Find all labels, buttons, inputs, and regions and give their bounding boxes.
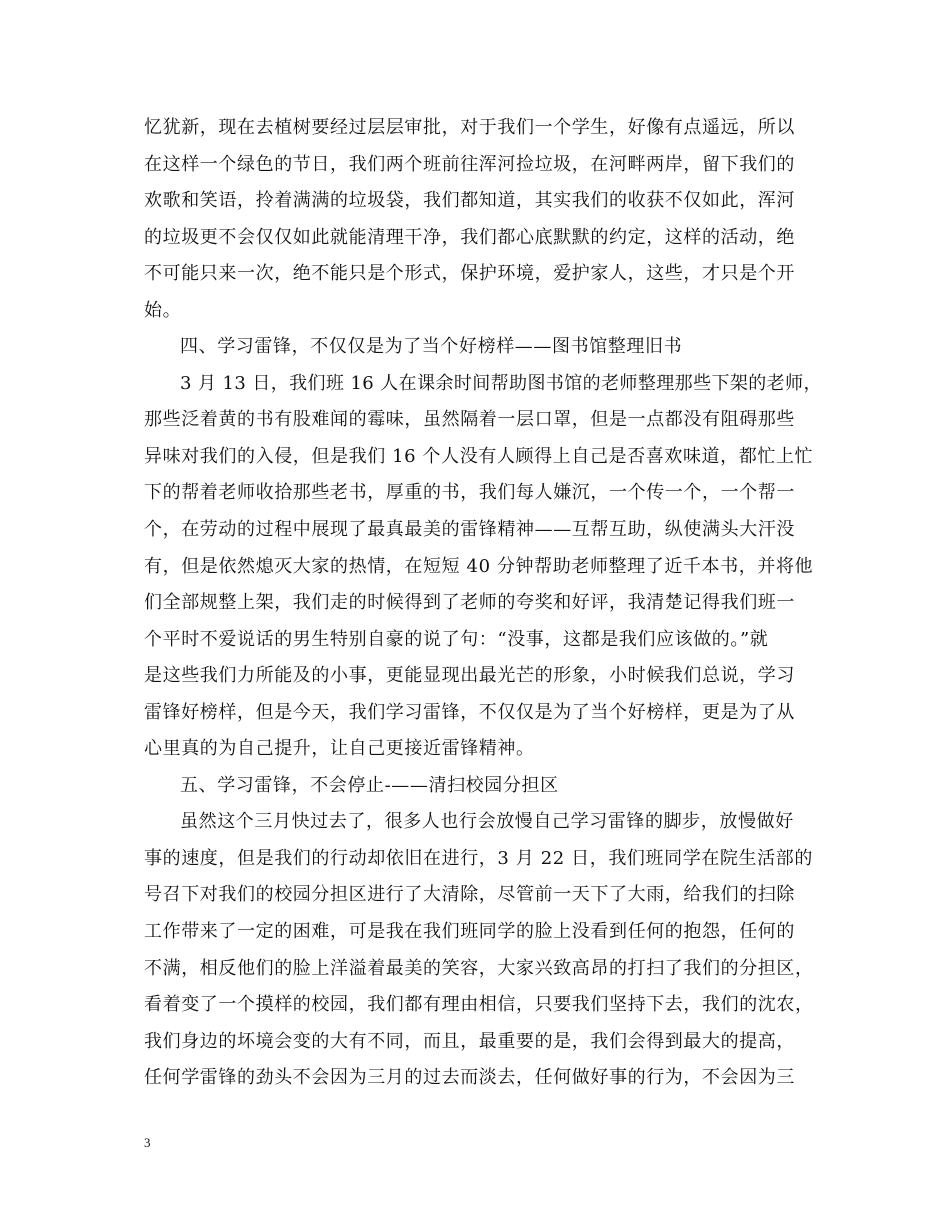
- text-line: 个平时不爱说话的男生特别自豪的说了句：“没事，这都是我们应该做的。”就: [144, 628, 769, 650]
- text-line: 不满，相反他们的脸上洋溢着最美的笑容，大家兴致高昂的打扫了我们的分担区，: [144, 957, 814, 979]
- text-line: 雷锋好榜样，但是今天，我们学习雷锋，不仅仅是为了当个好榜样，更是为了从: [144, 701, 795, 723]
- text-line: 看着变了一个摸样的校园，我们都有理由相信，只要我们坚持下去，我们的沈农，: [144, 994, 814, 1016]
- text-line: 工作带来了一定的困难，可是我在我们班同学的脸上没看到任何的抱怨，任何的: [144, 921, 795, 943]
- text-line: 忆犹新，现在去植树要经过层层审批，对于我们一个学生，好像有点遥远，所以: [144, 117, 795, 138]
- text-line: 异味对我们的入侵，但是我们 16 个人没有人顾得上自己是否喜欢味道，都忙上忙: [144, 445, 814, 467]
- page-number: 3: [144, 1135, 151, 1150]
- text-line: 心里真的为自己提升，让自己更接近雷锋精神。: [144, 738, 535, 760]
- text-line: 不可能只来一次，绝不能只是个形式，保护环境，爱护家人，这些，才只是个开: [144, 263, 795, 285]
- text-line: 任何学雷锋的劲头不会因为三月的过去而淡去，任何做好事的行为，不会因为三: [144, 1067, 795, 1089]
- text-line: 们全部规整上架，我们走的时候得到了老师的夸奖和好评，我清楚记得我们班一: [144, 592, 795, 614]
- text-line: 我们身边的坏境会变的大有不同，而且，最重要的是，我们会得到最大的提高，: [144, 1030, 795, 1052]
- text-line: 那些泛着黄的书有股难闻的霉味，虽然隔着一层口罩，但是一点都没有阻碍那些: [144, 409, 795, 431]
- text-line: 五、学习雷锋，不会停止-——清扫校园分担区: [180, 774, 559, 796]
- text-line: 3 月 13 日，我们班 16 人在课余时间帮助图书馆的老师整理那些下架的老师，: [180, 372, 822, 394]
- text-line: 是这些我们力所能及的小事，更能显现出最光芒的形象，小时候我们总说，学习: [144, 665, 795, 687]
- text-line: 四、学习雷锋，不仅仅是为了当个好榜样——图书馆整理旧书: [180, 336, 683, 358]
- text-line: 虽然这个三月快过去了，很多人也行会放慢自己学习雷锋的脚步，放慢做好: [180, 811, 794, 833]
- text-line: 个，在劳动的过程中展现了最真最美的雷锋精神——互帮互助，纵使满头大汗没: [144, 519, 795, 541]
- text-line: 事的速度，但是我们的行动却依旧在进行，3 月 22 日，我们班同学在院生活部的: [144, 847, 813, 869]
- text-line: 始。: [144, 299, 182, 321]
- text-line: 欢歌和笑语，拎着满满的垃圾袋，我们都知道，其实我们的收获不仅如此，浑河: [144, 190, 795, 212]
- text-line: 号召下对我们的校园分担区进行了大清除，尽管前一天下了大雨，给我们的扫除: [144, 884, 795, 906]
- text-line: 在这样一个绿色的节日，我们两个班前往浑河捡垃圾，在河畔两岸，留下我们的: [144, 153, 795, 175]
- text-line: 的垃圾更不会仅仅如此就能清理干净，我们都心底默默的约定，这样的活动，绝: [144, 226, 795, 248]
- document-body: [144, 110, 824, 1097]
- text-line: 有，但是依然熄灭大家的热情，在短短 40 分钟帮助老师整理了近千本书，并将他: [144, 555, 814, 577]
- text-line: 下的帮着老师收拾那些老书，厚重的书，我们每人嫌沉，一个传一个，一个帮一: [144, 482, 795, 504]
